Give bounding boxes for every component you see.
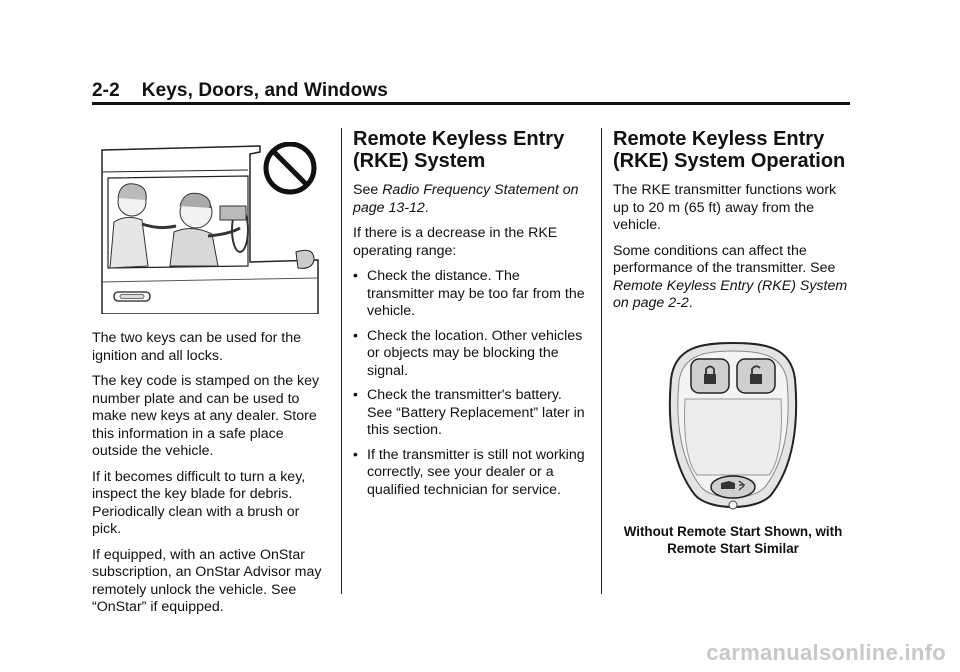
paragraph: The RKE transmitter functions work up to 20 m (65 ft) away from the vehicle. [613,182,837,233]
column-right [613,128,853,557]
list-item-text: Check the location. Other vehicles or objects may be blocking the signal. [367,327,583,379]
list-item [353,328,589,381]
list-item-text: Check the transmitter's battery. See “Battery Replacement” later in this section. [367,387,585,438]
see-reference [353,182,589,217]
figure-caption: Without Remote Start Shown, with Remote Start Similar [623,523,843,556]
bullet-icon: • [353,386,358,402]
list-item [353,387,589,440]
paragraph: If equipped, with an active OnStar subscription, an OnStar Advisor may remotely unlock the vehicle. See “OnStar” if equipped. [92,546,322,615]
intro-paragraph: If there is a decrease in the RKE operating range: [353,225,558,259]
bullet-list [353,268,589,499]
key-fob-drawing [613,335,853,515]
column-divider [341,128,342,594]
paragraph: If it becomes difficult to turn a key, inspect the key blade for debris. Periodically clean with a brush or pick. [92,468,306,537]
section-heading: Remote Keyless Entry (RKE) System Operation [613,128,846,172]
header-rule [92,102,850,105]
column-middle [353,128,589,506]
key-fob-illustration [613,335,853,515]
column-divider [601,128,602,594]
page-number: 2-2 [92,80,120,101]
section-heading: Remote Keyless Entry (RKE) System [353,128,565,172]
list-item-text: Check the distance. The transmitter may be too far from the vehicle. [367,268,585,319]
paragraph-suffix: . [688,295,693,311]
paragraph: The key code is stamped on the key number plate and can be used to make new keys at any dealer. Store this information in a safe place outside the vehicle. [92,373,320,459]
bullet-icon: • [353,326,358,343]
children-in-car-drawing [100,142,320,314]
paragraph [613,243,853,313]
see-suffix: . [424,199,429,216]
list-item [353,447,589,500]
paragraph-prefix: Some conditions can affect the performance of the transmitter. See [613,242,836,276]
see-prefix: See [353,182,383,198]
watermark: carmanualsonline.info [706,640,946,665]
list-item-text: If the transmitter is still not working correctly, see your dealer or a qualified technician for service. [367,446,585,498]
column-left [92,128,328,625]
paragraph: The two keys can be used for the ignition and all locks. [92,330,301,364]
bullet-icon: • [353,267,358,283]
cross-reference-link[interactable]: Radio Frequency Statement on page 13-12 [353,182,579,216]
children-in-car-illustration [100,142,320,314]
header-text [92,80,388,102]
cross-reference-link[interactable]: Remote Keyless Entry (RKE) System on page 2-2 [613,277,848,311]
bullet-icon: • [353,445,358,462]
section-title: Keys, Doors, and Windows [141,80,388,101]
list-item [353,268,589,321]
